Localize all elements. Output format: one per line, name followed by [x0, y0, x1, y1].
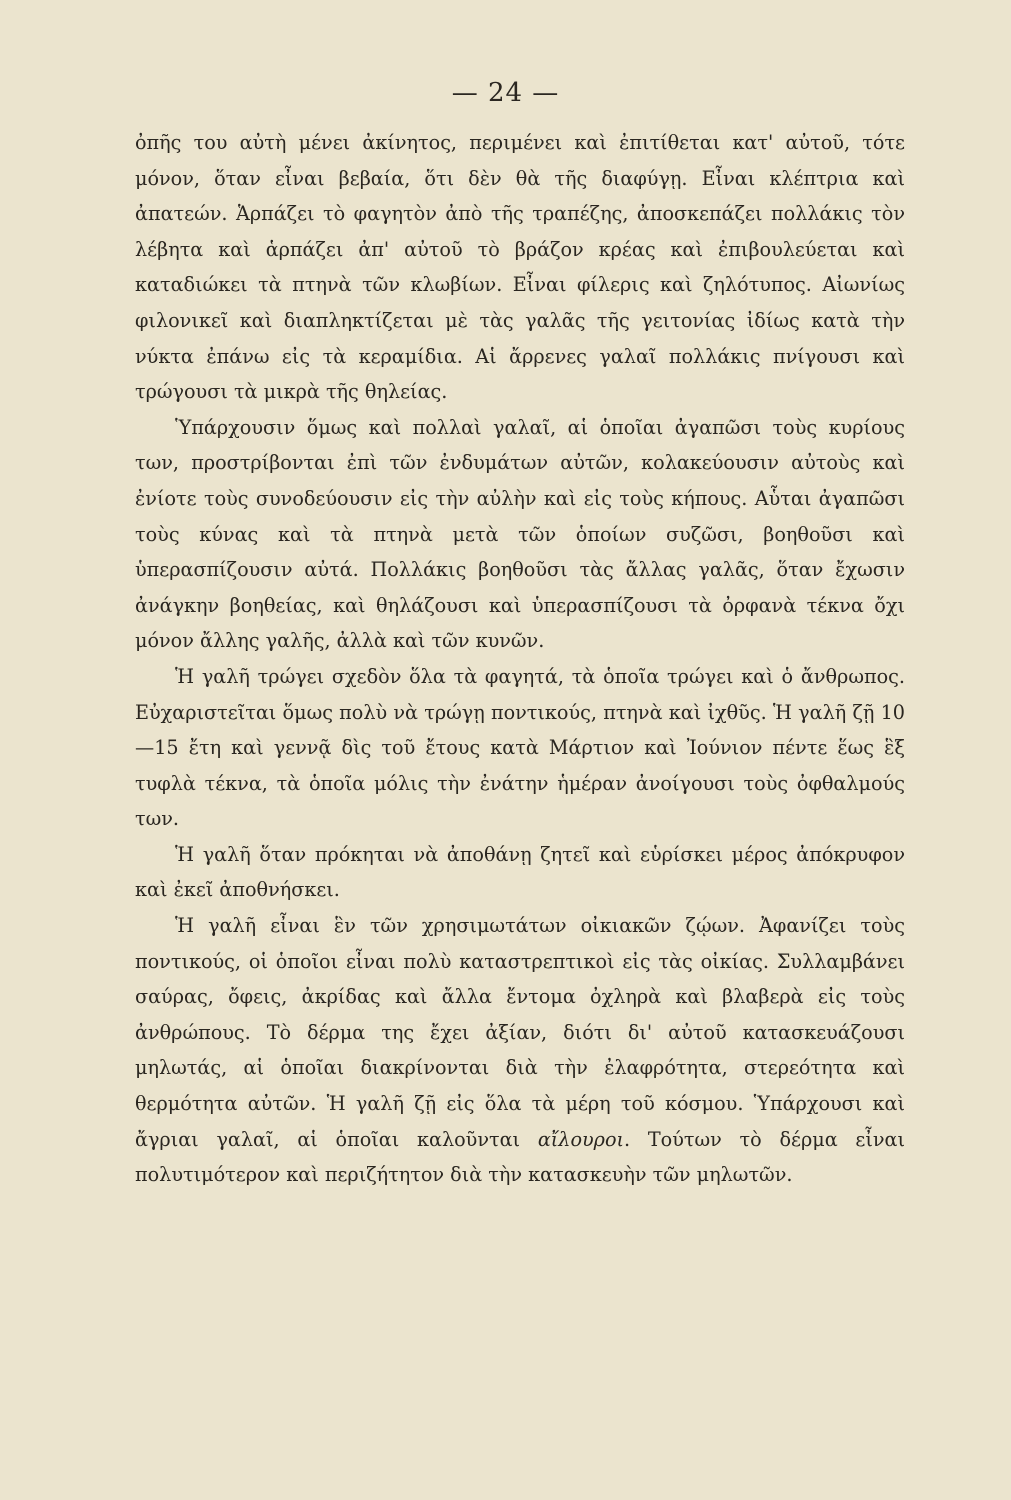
paragraph-4: Ἡ γαλῆ ὅταν πρόκηται νὰ ἀποθάνῃ ζητεῖ καὶ εὑρίσκει μέρος ἀπόκρυφον καὶ ἐκεῖ ἀποθνήσκει.: [135, 842, 905, 902]
page-number: — 24 —: [451, 78, 560, 108]
paragraph-5: [135, 908, 905, 1193]
body-text: [135, 125, 905, 1193]
paragraph-5-text-before: Ἡ γαλῆ εἶναι ἓν τῶν χρησιμωτάτων οἰκιακῶν ζῴων. Ἀφανίζει τοὺς ποντικούς, οἱ ὁποῖοι εἶναι πολὺ καταστρεπτικοὶ εἰς τὰς οἰκίας. Συλλαμβάνει σαύρας, ὄφεις, ἀκρίδας καὶ ἄλλα ἔντομα ὀχληρὰ καὶ βλαβερὰ εἰς τοὺς ἀνθρώπους. Τὸ δέρμα της ἔχει ἀξίαν, διότι δι' αὐτοῦ κατασκευάζουσι μηλωτάς, αἱ ὁποῖαι διακρίνονται διὰ τὴν ἐλαφρότητα, στερεότητα καὶ θερμότητα αὐτῶν. Ἡ γαλῆ ζῇ εἰς ὅλα τὰ μέρη τοῦ κόσμου. Ὑπάρχουσι καὶ ἄγριαι γαλαῖ, αἱ ὁποῖαι καλοῦνται: [135, 914, 905, 1151]
paragraph-5-text-after: . Τούτων τὸ δέρμα εἶναι πολυτιμότερον καὶ περιζήτητον διὰ τὴν κατασκευὴν τῶν μηλωτῶν.: [135, 1127, 905, 1187]
paragraph-3: Ἡ γαλῆ τρώγει σχεδὸν ὅλα τὰ φαγητά, τὰ ὁποῖα τρώγει καὶ ὁ ἄνθρωπος. Εὐχαριστεῖται ὅμως πολὺ νὰ τρώγῃ ποντικούς, πτηνὰ καὶ ἰχθῦς. Ἡ γαλῆ ζῇ 10—15 ἔτη καὶ γεννᾷ δὶς τοῦ ἔτους κατὰ Μάρτιον καὶ Ἰούνιον πέντε ἕως ἓξ τυφλὰ τέκνα, τὰ ὁποῖα μόλις τὴν ἐνάτην ἡμέραν ἀνοίγουσι τοὺς ὀφθαλμούς των.: [135, 664, 905, 831]
paragraph-2: Ὑπάρχουσιν ὅμως καὶ πολλαὶ γαλαῖ, αἱ ὁποῖαι ἀγαπῶσι τοὺς κυρίους των, προστρίβονται ἐπὶ τῶν ἐνδυμάτων αὐτῶν, κολακεύουσιν αὐτοὺς καὶ ἐνίοτε τοὺς συνοδεύουσιν εἰς τὴν αὐλὴν καὶ εἰς τοὺς κήπους. Αὗται ἀγαπῶσι τοὺς κύνας καὶ τὰ πτηνὰ μετὰ τῶν ὁποίων συζῶσι, βοηθοῦσι καὶ ὑπερασπίζουσιν αὐτά. Πολλάκις βοηθοῦσι τὰς ἄλλας γαλᾶς, ὅταν ἔχωσιν ἀνάγκην βοηθείας, καὶ θηλάζουσι καὶ ὑπερασπίζουσι τὰ ὀρφανὰ τέκνα ὄχι μόνον ἄλλης γαλῆς, ἀλλὰ καὶ τῶν κυνῶν.: [135, 415, 905, 653]
emphasized-term: αἴλουροι: [537, 1127, 625, 1151]
paragraph-1: ὀπῆς του αὐτὴ μένει ἀκίνητος, περιμένει καὶ ἐπιτίθεται κατ' αὐτοῦ, τότε μόνον, ὅταν εἶναι βεβαία, ὅτι δὲν θὰ τῆς διαφύγῃ. Εἶναι κλέπτρια καὶ ἀπατεών. Ἁρπάζει τὸ φαγητὸν ἀπὸ τῆς τραπέζης, ἀποσκεπάζει πολλάκις τὸν λέβητα καὶ ἁρπάζει ἀπ' αὐτοῦ τὸ βράζον κρέας καὶ ἐπιβουλεύεται καὶ καταδιώκει τὰ πτηνὰ τῶν κλωβίων. Εἶναι φίλερις καὶ ζηλότυπος. Αἰωνίως φιλονικεῖ καὶ διαπληκτίζεται μὲ τὰς γαλᾶς τῆς γειτονίας ἰδίως κατὰ τὴν νύκτα ἐπάνω εἰς τὰ κεραμίδια. Αἱ ἄρρενες γαλαῖ πολλάκις πνίγουσι καὶ τρώγουσι τὰ μικρὰ τῆς θηλείας.: [135, 131, 905, 404]
